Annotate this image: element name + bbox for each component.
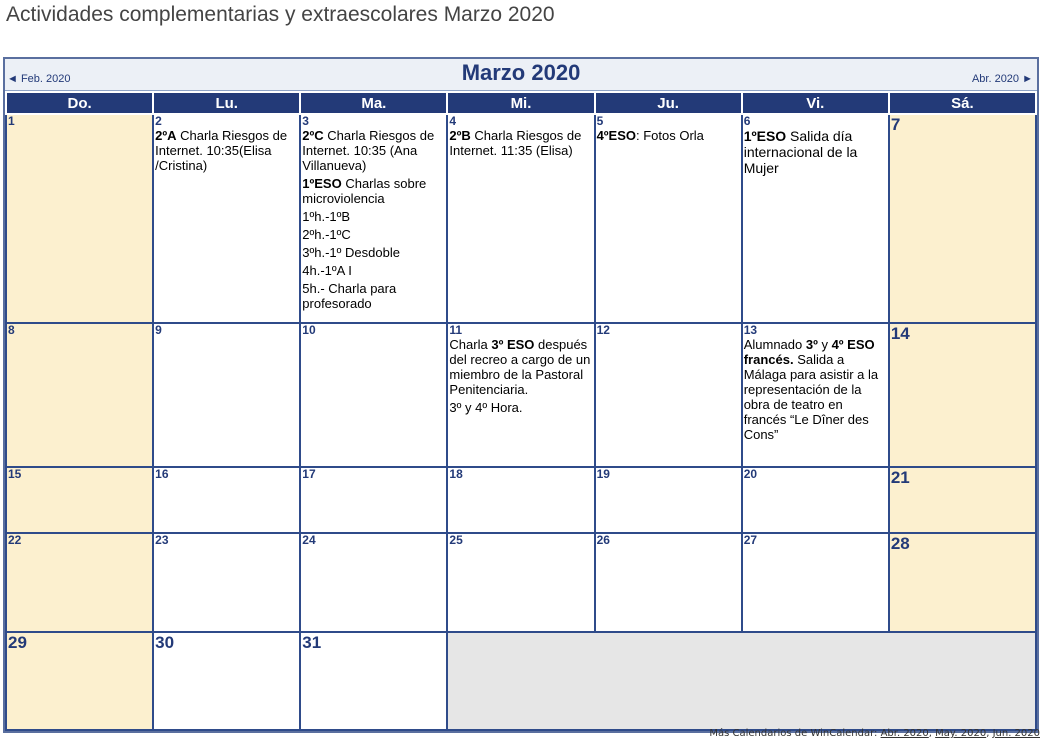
event-text: 2ºh.-1ºC bbox=[302, 227, 351, 242]
day-number: 3 bbox=[302, 114, 309, 128]
event-desc: Charla Riesgos de Internet. 11:35 (Elisa) bbox=[449, 128, 582, 158]
day-cell[interactable] bbox=[300, 114, 447, 323]
day-cell[interactable] bbox=[300, 533, 447, 632]
day-number: 11 bbox=[449, 323, 463, 337]
event-group: 4º ESO francés. bbox=[743, 337, 875, 367]
footer-link-jun[interactable]: Jun. 2020 bbox=[992, 728, 1040, 739]
event-group: 1ºESO bbox=[743, 128, 787, 144]
page-title: Actividades complementarias y extraescolares Marzo 2020 bbox=[6, 3, 555, 26]
day-cell[interactable] bbox=[153, 533, 300, 632]
day-number: 31 bbox=[302, 633, 322, 652]
day-cell[interactable] bbox=[742, 533, 889, 632]
weekday-header: Do. bbox=[6, 92, 153, 114]
event-group: 2ºA bbox=[155, 128, 177, 143]
day-number: 20 bbox=[743, 467, 758, 481]
weekday-header: Ju. bbox=[595, 92, 742, 114]
day-cell[interactable] bbox=[300, 323, 447, 467]
week-row bbox=[6, 632, 1036, 730]
calendar-grid bbox=[5, 91, 1037, 731]
event-desc: Alumnado bbox=[743, 337, 806, 352]
day-number: 21 bbox=[890, 468, 910, 487]
day-number: 16 bbox=[155, 467, 169, 481]
event-desc: Charlas sobre microviolencia bbox=[302, 176, 427, 206]
event-text bbox=[302, 128, 445, 173]
day-cell[interactable] bbox=[153, 114, 300, 323]
week-row bbox=[6, 467, 1036, 533]
day-number: 18 bbox=[449, 467, 463, 481]
day-number: 2 bbox=[155, 114, 162, 128]
event-group: ESO bbox=[506, 337, 535, 352]
day-cell[interactable] bbox=[6, 467, 153, 533]
day-number: 22 bbox=[8, 533, 22, 547]
day-number: 30 bbox=[155, 633, 175, 652]
prev-month-link[interactable]: ◄ Feb. 2020 bbox=[7, 73, 71, 85]
day-number: 8 bbox=[8, 323, 15, 337]
week-row bbox=[6, 533, 1036, 632]
event-group: 2ºC bbox=[302, 128, 324, 143]
footer bbox=[709, 728, 1040, 739]
day-cell[interactable] bbox=[153, 632, 300, 730]
day-cell[interactable] bbox=[595, 323, 742, 467]
day-number: 24 bbox=[302, 533, 316, 547]
day-number: 10 bbox=[302, 323, 316, 337]
day-cell[interactable] bbox=[153, 323, 300, 467]
footer-sep: , bbox=[928, 728, 936, 739]
event-group: 1ºESO bbox=[302, 176, 342, 191]
event-text bbox=[449, 128, 592, 158]
event-text bbox=[449, 337, 592, 397]
day-number: 1 bbox=[8, 114, 15, 128]
day-cell[interactable] bbox=[447, 533, 594, 632]
event-group: 2ºB bbox=[449, 128, 471, 143]
day-number: 15 bbox=[8, 467, 22, 481]
day-number: 5 bbox=[596, 114, 604, 128]
footer-link-may[interactable]: May. 2020 bbox=[935, 728, 987, 739]
event-text: 3º y 4º Hora. bbox=[449, 400, 523, 415]
event-text: 4h.-1ºA I bbox=[302, 263, 352, 278]
day-cell[interactable] bbox=[6, 323, 153, 467]
event-desc: Charla Riesgos de Internet. 10:35(Elisa /Cristina) bbox=[155, 128, 288, 173]
day-number: 12 bbox=[596, 323, 610, 337]
day-number: 9 bbox=[155, 323, 162, 337]
day-cell[interactable] bbox=[889, 533, 1036, 632]
day-number: 6 bbox=[743, 114, 751, 128]
event-desc: y bbox=[817, 337, 832, 352]
weekday-header: Sá. bbox=[889, 92, 1036, 114]
event-desc: : Fotos Orla bbox=[636, 128, 704, 143]
weekday-header: Mi. bbox=[447, 92, 594, 114]
event-text: 1ºh.-1ºB bbox=[302, 209, 351, 224]
day-number: 25 bbox=[449, 533, 463, 547]
day-number: 26 bbox=[596, 533, 610, 547]
day-cell[interactable] bbox=[6, 533, 153, 632]
event-text bbox=[744, 337, 887, 442]
day-number: 7 bbox=[890, 115, 901, 134]
calendar-header bbox=[5, 59, 1037, 91]
event-text: 5h.- Charla para profesorado bbox=[302, 281, 397, 311]
next-month-link[interactable]: Abr. 2020 ► bbox=[971, 73, 1033, 85]
footer-prefix: Más Calendarios de WinCalendar: bbox=[709, 728, 881, 739]
event-desc: después del recreo a cargo de un miembro de la Pastoral Penitenciaria. bbox=[449, 337, 591, 397]
footer-sep: , bbox=[986, 728, 993, 739]
day-cell[interactable] bbox=[889, 114, 1036, 323]
day-number: 19 bbox=[596, 467, 610, 481]
empty-cell bbox=[447, 632, 1036, 730]
day-cell[interactable] bbox=[889, 323, 1036, 467]
day-cell[interactable] bbox=[742, 467, 889, 533]
day-number: 23 bbox=[155, 533, 169, 547]
day-cell[interactable] bbox=[300, 467, 447, 533]
event-desc: Charla bbox=[449, 337, 492, 352]
weekday-header: Lu. bbox=[153, 92, 300, 114]
month-title: Marzo 2020 bbox=[461, 60, 581, 85]
day-number: 17 bbox=[302, 467, 316, 481]
day-cell[interactable] bbox=[6, 114, 153, 323]
day-cell[interactable] bbox=[6, 632, 153, 730]
event-desc: Salida día internacional de la Mujer bbox=[743, 128, 858, 176]
calendar bbox=[3, 57, 1039, 733]
day-cell[interactable] bbox=[595, 467, 742, 533]
event-desc: Salida a Málaga para asistir a la representación de la obra de teatro en francés “Le Dîner des Cons” bbox=[743, 352, 879, 442]
event-desc: Charla Riesgos de Internet. 10:35 (Ana Villanueva) bbox=[302, 128, 435, 173]
day-cell[interactable] bbox=[447, 323, 594, 467]
day-cell[interactable] bbox=[742, 114, 889, 323]
day-number: 27 bbox=[743, 533, 758, 547]
day-cell[interactable] bbox=[595, 533, 742, 632]
event-text: 3ºh.-1º Desdoble bbox=[302, 245, 400, 260]
event-text bbox=[302, 176, 445, 206]
day-cell[interactable] bbox=[447, 114, 594, 323]
day-number: 14 bbox=[890, 324, 910, 343]
day-number: 13 bbox=[743, 323, 758, 337]
weekday-header: Vi. bbox=[742, 92, 889, 114]
day-number: 4 bbox=[449, 114, 457, 128]
event-group: 4ºESO bbox=[596, 128, 636, 143]
day-cell[interactable] bbox=[742, 323, 889, 467]
event-group: 3º bbox=[805, 337, 818, 352]
day-cell[interactable] bbox=[447, 467, 594, 533]
weekday-header-row bbox=[6, 92, 1036, 114]
day-number: 28 bbox=[890, 534, 910, 553]
day-cell[interactable] bbox=[300, 632, 447, 730]
day-cell[interactable] bbox=[153, 467, 300, 533]
day-cell[interactable] bbox=[595, 114, 742, 323]
day-cell[interactable] bbox=[889, 467, 1036, 533]
week-row bbox=[6, 323, 1036, 467]
event-text bbox=[155, 128, 298, 173]
event-group: 3º bbox=[491, 337, 504, 352]
week-row bbox=[6, 114, 1036, 323]
day-number: 29 bbox=[8, 633, 27, 652]
footer-link-abr[interactable]: Abr. 2020 bbox=[880, 728, 929, 739]
weekday-header: Ma. bbox=[300, 92, 447, 114]
event-text bbox=[597, 128, 740, 143]
event-text bbox=[744, 128, 887, 176]
